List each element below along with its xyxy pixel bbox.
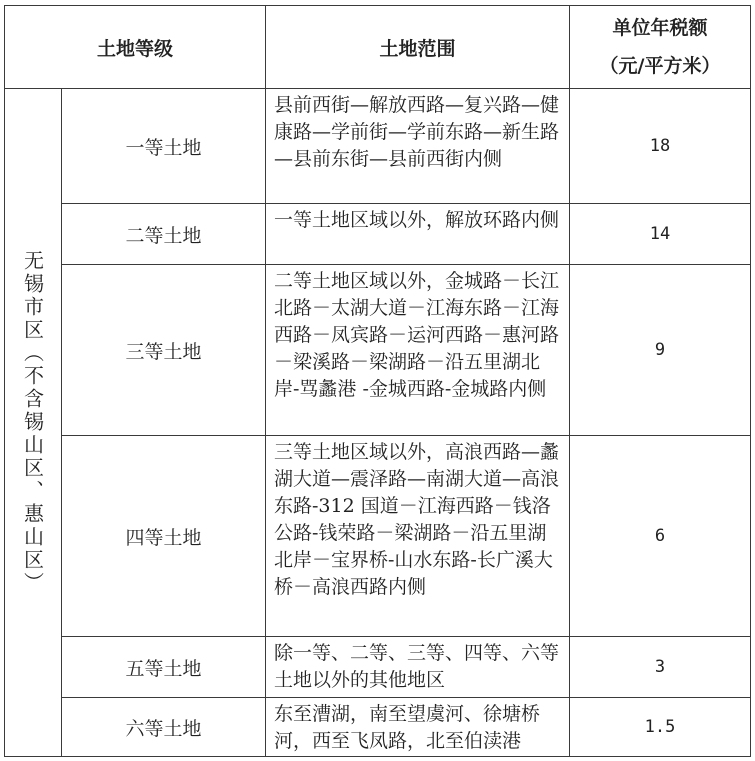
- header-unit-tax-line1: 单位年税额: [612, 17, 708, 39]
- row-1-level-text: 一等土地: [125, 136, 202, 159]
- row-4-range-text: 三等土地区域以外，高浪西路—蠡湖大道—震泽路—南湖大道—高浪东路-312 国道－江海西路－钱洛公路-钱荣路－梁湖路－沿五里湖北岸－宝界桥-山水东路-长广溪大桥－高浪西路内侧: [274, 441, 560, 598]
- row-5-rate: [569, 636, 751, 698]
- district-name: 无锡市区（不含锡山区、惠山区）: [20, 250, 45, 595]
- header-unit-tax: [569, 5, 751, 89]
- row-3-rate: [569, 264, 751, 436]
- row-5-range: [265, 636, 570, 698]
- row-6-range-text: 东至漕湖，南至望虞河、徐塘桥河，西至飞凤路，北至伯渎港: [274, 703, 541, 752]
- row-3-level-text: 三等土地: [125, 340, 202, 363]
- row-6-rate: [569, 697, 751, 757]
- row-1-level: [61, 88, 266, 204]
- row-5-level-text: 五等土地: [125, 657, 202, 680]
- row-4-level: [61, 435, 266, 637]
- row-4-rate-text: 6: [654, 526, 666, 546]
- row-5-level: [61, 636, 266, 698]
- row-3-range-text: 二等土地区域以外，金城路－长江北路－太湖大道－江海东路－江海西路－凤宾路－运河西路－惠河路－梁溪路－梁湖路－沿五里湖北岸-骂蠡港 -金城西路-金城路内侧: [274, 270, 560, 400]
- row-3-range: [265, 264, 570, 436]
- district-cell: [4, 88, 62, 757]
- row-2-range-text: 一等土地区域以外，解放环路内侧: [274, 209, 560, 231]
- row-2-rate: [569, 203, 751, 265]
- row-2-level-text: 二等土地: [125, 224, 202, 247]
- row-6-rate-text: 1.5: [644, 717, 676, 737]
- row-1-rate: [569, 88, 751, 204]
- header-unit-tax-line2: （元/平方米）: [599, 55, 721, 77]
- header-land-level-text: 土地等级: [96, 37, 173, 60]
- row-1-range-text: 县前西街—解放西路—复兴路—健康路—学前街—学前东路—新生路—县前东街—县前西街内侧: [274, 94, 560, 170]
- row-6-level-text: 六等土地: [125, 717, 202, 740]
- row-2-range: [265, 203, 570, 265]
- row-6-level: [61, 697, 266, 757]
- row-4-range: [265, 435, 570, 637]
- row-4-rate: [569, 435, 751, 637]
- row-3-rate-text: 9: [654, 340, 666, 360]
- row-2-rate-text: 14: [649, 224, 671, 244]
- row-1-range: [265, 88, 570, 204]
- header-land-level: [4, 5, 266, 89]
- row-4-level-text: 四等土地: [125, 526, 202, 549]
- row-2-level: [61, 203, 266, 265]
- row-5-rate-text: 3: [654, 657, 666, 677]
- row-1-rate-text: 18: [649, 136, 671, 156]
- row-6-range: [265, 697, 570, 757]
- row-5-range-text: 除一等、二等、三等、四等、六等土地以外的其他地区: [274, 642, 560, 691]
- header-land-range: [265, 5, 570, 89]
- header-land-range-text: 土地范围: [379, 37, 456, 60]
- row-3-level: [61, 264, 266, 436]
